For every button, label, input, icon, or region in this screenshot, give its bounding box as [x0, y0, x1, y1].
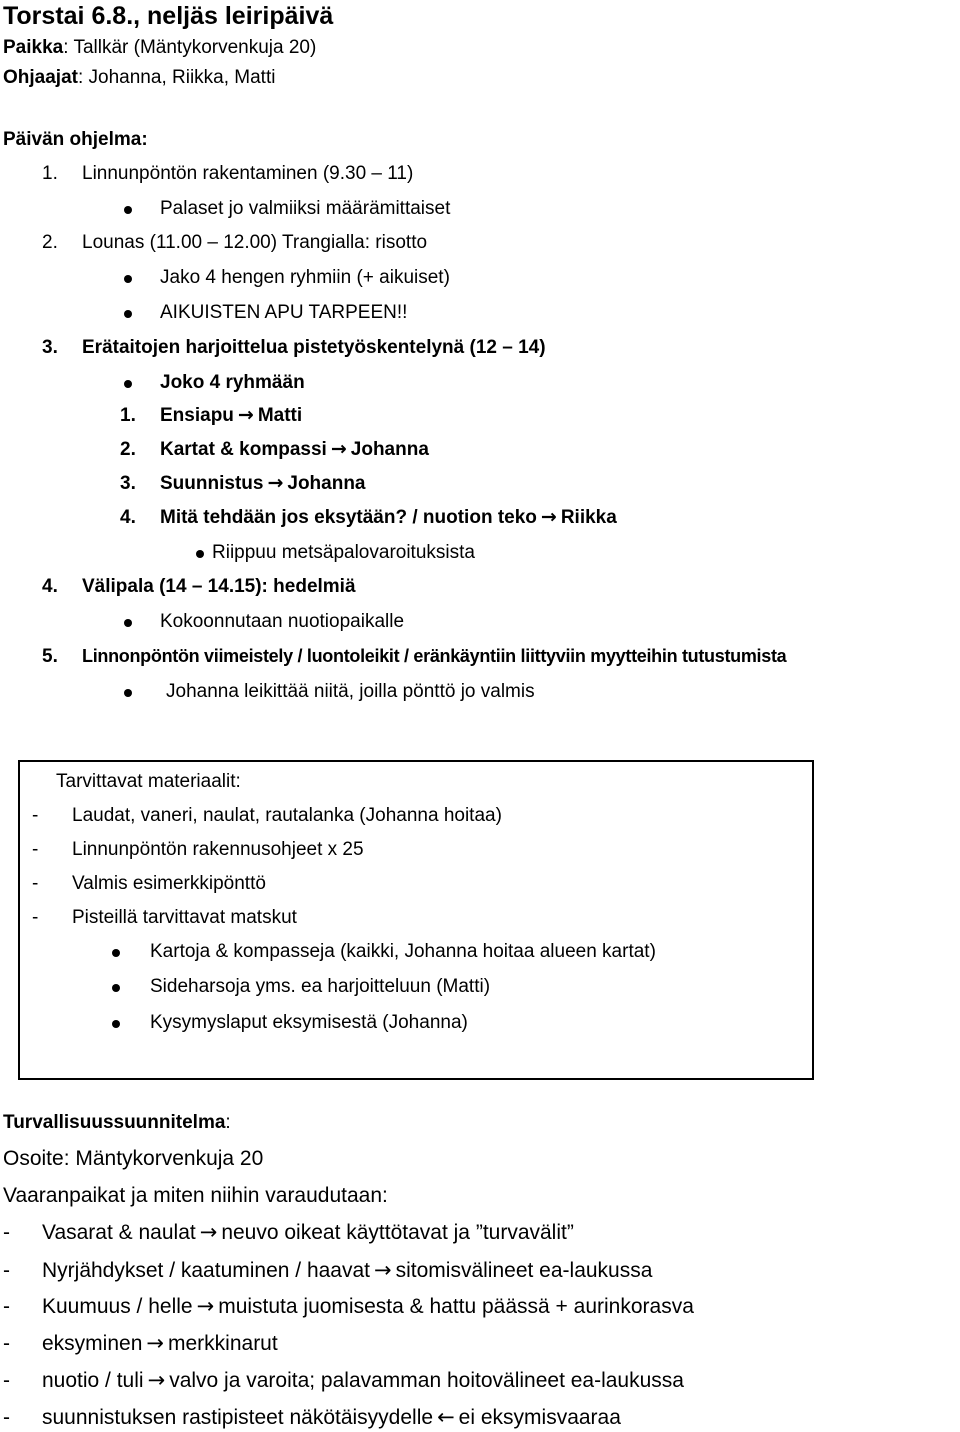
hazards-heading: Vaaranpaikat ja miten niihin varaudutaan: [3, 1184, 388, 1207]
bullet-icon [112, 1020, 120, 1028]
station-2-number: 2. [120, 439, 136, 460]
station-4-note: Riippuu metsäpalovaroituksista [212, 542, 475, 563]
materials-item: Valmis esimerkkipönttö [72, 873, 266, 894]
program-item-4: Välipala (14 – 14.15): hedelmiä [82, 576, 356, 597]
program-item-1-number: 1. [42, 163, 58, 184]
materials-subitem: Kysymyslaput eksymisestä (Johanna) [150, 1012, 468, 1033]
arrow-right-icon: → [147, 1368, 166, 1392]
program-item-2: Lounas (11.00 – 12.00) Trangialla: risotto [82, 232, 428, 253]
program-heading: Päivän ohjelma: [3, 129, 148, 150]
bullet-icon [124, 689, 132, 697]
materials-item: Laudat, vaneri, naulat, rautalanka (Johanna hoitaa) [72, 805, 502, 826]
station-4-number: 4. [120, 507, 136, 528]
hazard-row [42, 1370, 684, 1391]
station-1-number: 1. [120, 405, 136, 426]
place-label: Paikka [3, 37, 64, 58]
safety-heading [3, 1113, 231, 1132]
station-3-number: 3. [120, 473, 136, 494]
hazard-row [42, 1296, 694, 1317]
station-3-label: Suunnistus [160, 473, 264, 494]
station-3 [160, 474, 366, 493]
materials-item: Linnunpöntön rakennusohjeet x 25 [72, 839, 364, 860]
station-2 [160, 440, 429, 459]
dash-marker: - [3, 1259, 10, 1282]
program-item-1-note: Palaset jo valmiiksi määrämittaiset [160, 198, 451, 219]
hazard-label: Vasarat & naulat [42, 1221, 196, 1244]
page-title: Torstai 6.8., neljäs leiripäivä [3, 2, 334, 30]
hazard-row [42, 1222, 574, 1243]
arrow-right-icon: → [267, 472, 284, 494]
program-item-3-number: 3. [42, 337, 58, 358]
materials-subitem: Kartoja & kompasseja (kaikki, Johanna hoitaa alueen kartat) [150, 941, 656, 962]
hazard-label: eksyminen [42, 1332, 143, 1355]
materials-item: Pisteillä tarvittavat matskut [72, 907, 297, 928]
dash-marker: - [32, 873, 39, 894]
bullet-icon [124, 310, 132, 318]
safety-heading-colon: : [225, 1112, 231, 1133]
bullet-icon [196, 550, 204, 558]
program-item-2-note-2: AIKUISTEN APU TARPEEN!! [160, 302, 408, 323]
dash-marker: - [3, 1406, 10, 1429]
hazard-action: muistuta juomisesta & hattu päässä + aurinkorasva [218, 1295, 694, 1318]
arrow-right-icon: → [330, 438, 347, 460]
hazard-label: Kuumuus / helle [42, 1295, 193, 1318]
place-value: : Tallkär (Mäntykorvenkuja 20) [63, 37, 317, 58]
dash-marker: - [3, 1221, 10, 1244]
program-item-1: Linnunpöntön rakentaminen (9.30 – 11) [82, 163, 414, 184]
station-4-leader: Riikka [560, 507, 617, 528]
station-1-label: Ensiapu [160, 405, 234, 426]
arrow-right-icon: → [374, 1258, 392, 1282]
station-2-leader: Johanna [350, 439, 429, 460]
station-3-leader: Johanna [287, 473, 366, 494]
hazard-label: nuotio / tuli [42, 1369, 144, 1392]
hazard-row [42, 1407, 621, 1428]
arrow-right-icon: → [237, 404, 254, 426]
dash-marker: - [3, 1369, 10, 1392]
hazard-action: sitomisvälineet ea-laukussa [395, 1259, 653, 1282]
hazard-action: neuvo oikeat käyttötavat ja ”turvavälit” [221, 1221, 574, 1244]
bullet-icon [124, 206, 132, 214]
program-item-5: Linnonpöntön viimeistely / luontoleikit / eränkäyntiin liittyviin myytteihin tutustumista [82, 646, 787, 666]
dash-marker: - [32, 805, 39, 826]
arrow-right-icon: → [146, 1331, 164, 1355]
program-item-5-note: Johanna leikittää niitä, joilla pönttö jo valmis [166, 681, 535, 702]
station-1-leader: Matti [257, 405, 303, 426]
station-2-label: Kartat & kompassi [160, 439, 327, 460]
dash-marker: - [3, 1332, 10, 1355]
bullet-icon [112, 949, 120, 957]
safety-heading-label: Turvallisuussuunnitelma [3, 1112, 226, 1133]
program-item-5-number: 5. [42, 646, 58, 667]
materials-heading: Tarvittavat materiaalit: [56, 771, 241, 792]
arrow-left-icon: ← [437, 1405, 455, 1429]
place-line [3, 38, 316, 57]
program-item-3-note: Joko 4 ryhmään [160, 372, 305, 393]
bullet-icon [124, 619, 132, 627]
hazard-action: merkkinarut [168, 1332, 278, 1355]
bullet-icon [124, 380, 132, 388]
safety-address: Osoite: Mäntykorvenkuja 20 [3, 1147, 264, 1170]
station-4 [160, 508, 617, 527]
program-item-4-number: 4. [42, 576, 58, 597]
materials-subitem: Sideharsoja yms. ea harjoitteluun (Matti) [150, 976, 491, 997]
hazard-row [42, 1260, 652, 1281]
arrow-right-icon: → [199, 1220, 218, 1244]
dash-marker: - [32, 839, 39, 860]
bullet-icon [112, 984, 120, 992]
station-4-label: Mitä tehdään jos eksytään? / nuotion teko [160, 507, 537, 528]
hazard-action: valvo ja varoita; palavamman hoitovälineet ea-laukussa [169, 1369, 684, 1392]
hazard-row [42, 1333, 278, 1354]
arrow-right-icon: → [540, 506, 557, 528]
hazard-label: Nyrjähdykset / kaatuminen / haavat [42, 1259, 371, 1282]
program-item-4-note: Kokoonnutaan nuotiopaikalle [160, 611, 405, 632]
hazard-label: suunnistuksen rastipisteet näkötäisyydelle [42, 1406, 434, 1429]
leaders-value: : Johanna, Riikka, Matti [77, 67, 276, 88]
arrow-right-icon: → [196, 1294, 215, 1318]
dash-marker: - [32, 907, 39, 928]
program-item-2-note-1: Jako 4 hengen ryhmiin (+ aikuiset) [160, 267, 450, 288]
dash-marker: - [3, 1295, 10, 1318]
station-1 [160, 406, 302, 425]
leaders-label: Ohjaajat [3, 67, 78, 88]
program-item-2-number: 2. [42, 232, 58, 253]
hazard-action: ei eksymisvaaraa [458, 1406, 621, 1429]
program-item-3: Erätaitojen harjoittelua pistetyöskentelynä (12 – 14) [82, 337, 546, 358]
leaders-line [3, 68, 275, 87]
bullet-icon [124, 275, 132, 283]
